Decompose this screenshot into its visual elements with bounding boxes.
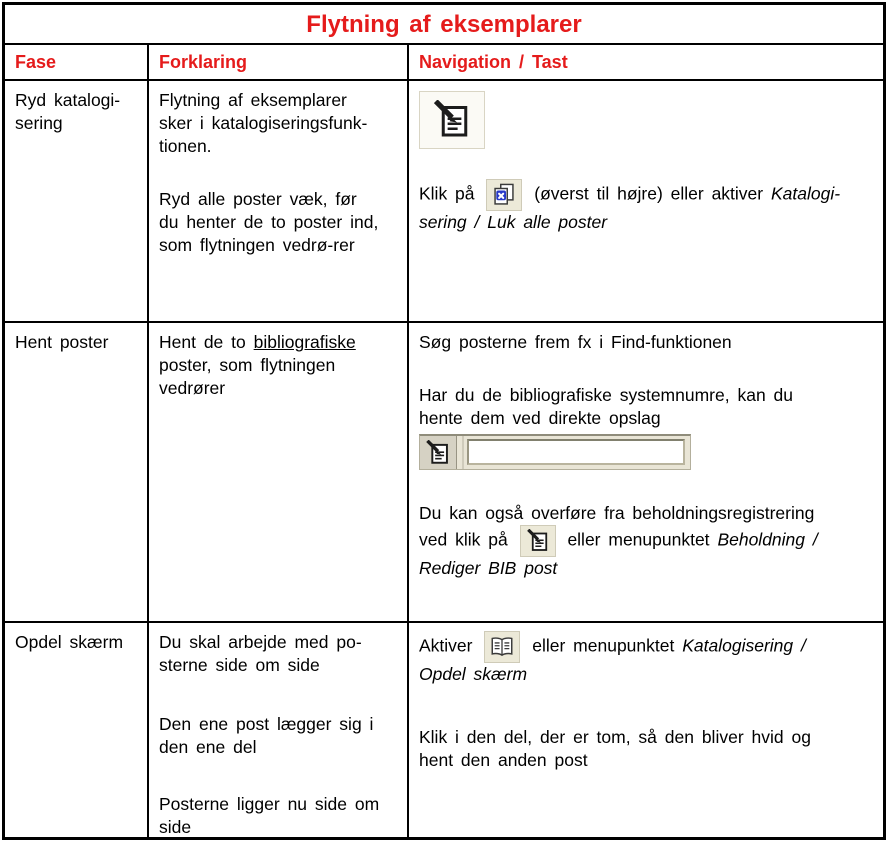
cell-row3-fase [5,623,149,837]
row3-nav-p1 [419,631,843,686]
toolbar-separator [457,436,464,469]
cell-row2-fase [5,323,149,623]
edit-record-toolbar-button[interactable] [420,436,457,469]
manual-table [2,2,886,840]
cell-row3-forklaring [149,623,409,837]
row2-forklaring-pre: Hent de to [159,332,246,352]
direct-lookup-toolbar [419,434,691,470]
row3-nav-p1-pre: Aktiver [419,635,473,656]
row3-nav-p1-mid: eller menupunktet [532,635,675,656]
row2-forklaring-text [159,331,383,400]
edit-record-icon [432,100,472,140]
row3-nav-p2: Klik i den del, der er tom, så den bliver hvid og hent den anden post [419,727,811,770]
close-all-records-icon [491,182,517,208]
row1-fase-text: Ryd katalogi-sering [15,90,121,133]
row2-nav-p2: Har du de bibliografiske systemnumre, kan du hente dem ved direkte opslag [419,385,794,428]
page-title: Flytning af eksemplarer [5,5,883,45]
direct-lookup-input[interactable] [467,439,685,465]
row2-nav-p3 [419,502,843,580]
row1-forklaring-p1: Flytning af eksemplarer sker i katalogiseringsfunk-tionen. [159,90,368,156]
column-header-fase: Fase [5,45,149,81]
column-header-forklaring: Forklaring [149,45,409,81]
cell-row3-navigation [409,623,883,837]
row1-nav-text-pre: Klik på [419,183,475,204]
row2-nav-p3-pre: Du kan også overføre fra beholdningsregistrering ved klik på [419,503,815,550]
row2-nav-menu-path: Beholdning / Rediger BIB post [419,529,818,578]
cell-row2-forklaring [149,323,409,623]
cell-row2-navigation [409,323,883,623]
row1-nav-instruction [419,179,843,234]
row3-nav-menu-path: Katalogisering / Opdel skærm [419,635,806,684]
row3-forklaring-p2: Den ene post lægger sig i den ene del [159,714,374,757]
cell-row1-navigation [409,81,883,323]
column-header-navigation: Navigation / Tast [409,45,883,81]
row3-forklaring-p1: Du skal arbejde med po-sterne side om side [159,632,362,675]
row3-forklaring-p3: Posterne ligger nu side om side [159,794,380,837]
row2-forklaring-underlined: bibliografiske [253,332,356,352]
row1-nav-text-mid: (øverst til højre) eller aktiver [534,183,764,204]
edit-record-icon [526,529,550,553]
split-screen-icon [489,634,515,660]
row2-nav-p1: Søg posterne frem fx i Find-funktionen [419,332,732,352]
cell-row1-fase [5,81,149,323]
close-all-records-button[interactable] [486,179,522,211]
edit-record-icon [425,440,451,466]
row3-fase-text: Opdel skærm [15,632,124,652]
split-screen-button[interactable] [484,631,520,663]
edit-record-button[interactable] [419,91,485,149]
cell-row1-forklaring [149,81,409,323]
row2-nav-p3-mid: eller menupunktet [567,529,710,550]
row2-fase-text: Hent poster [15,332,109,352]
row1-forklaring-p2: Ryd alle poster væk, før du henter de to poster ind, som flytningen vedrø-rer [159,189,379,255]
row2-forklaring-post: poster, som flytningen vedrører [159,355,336,398]
edit-record-inline-button[interactable] [520,525,556,557]
row1-nav-menu-path: Katalogi-sering / Luk alle poster [419,183,841,232]
